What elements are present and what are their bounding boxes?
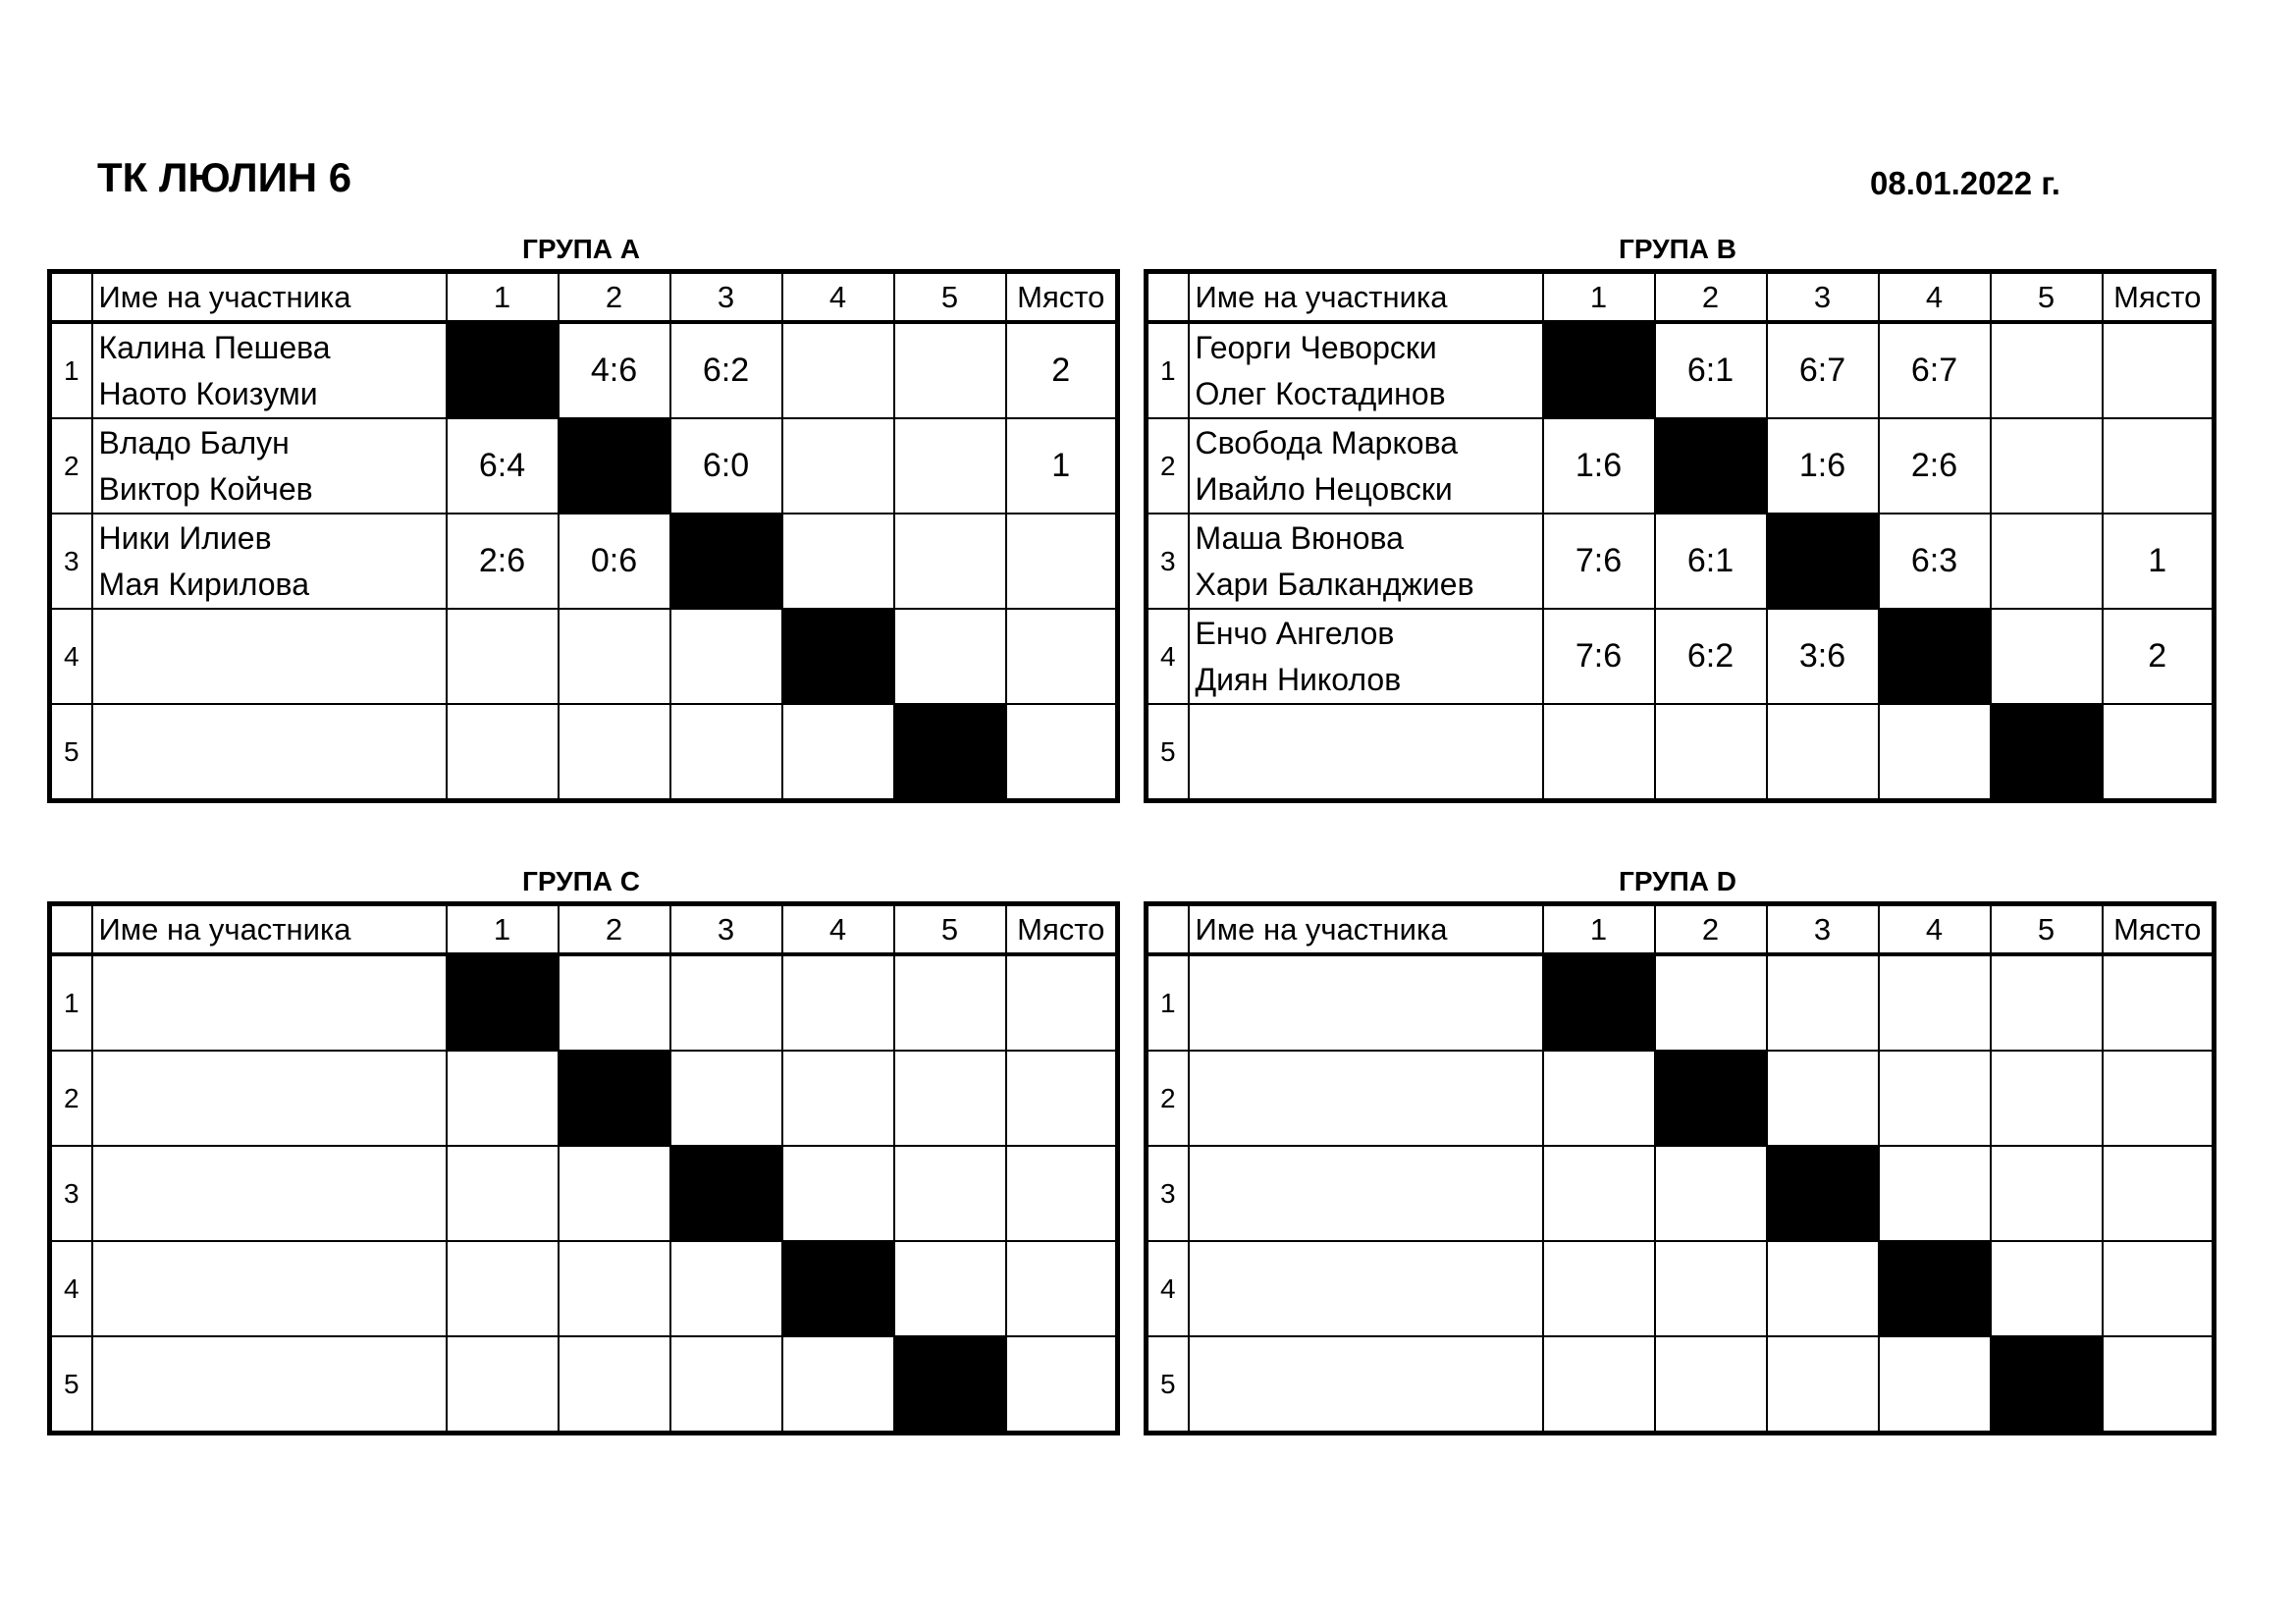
header-row — [50, 904, 1118, 955]
row-number: 5 — [1147, 704, 1189, 801]
page-title: ТК ЛЮЛИН 6 — [97, 154, 352, 200]
participant-names — [1189, 609, 1543, 704]
blocked-cell — [670, 1146, 782, 1241]
score-cell: 1:6 — [1767, 418, 1879, 514]
score-cell — [782, 418, 894, 514]
round-header: 2 — [559, 904, 670, 955]
place-cell — [2103, 1146, 2215, 1241]
participant-name-header: Име на участника — [1189, 904, 1543, 955]
place-cell — [2103, 954, 2215, 1051]
corner-cell — [1147, 272, 1189, 323]
place-cell — [1006, 514, 1118, 609]
row-number: 4 — [1147, 1241, 1189, 1336]
place-cell — [1006, 1146, 1118, 1241]
place-header: Място — [2103, 272, 2215, 323]
score-cell — [1543, 1336, 1655, 1434]
score-cell: 6:0 — [670, 418, 782, 514]
round-header: 3 — [1767, 272, 1879, 323]
score-cell — [1991, 514, 2103, 609]
score-cell — [1655, 704, 1767, 801]
score-cell — [894, 1241, 1006, 1336]
header-row — [50, 272, 1118, 323]
participant-names — [92, 514, 447, 609]
place-header: Място — [1006, 904, 1118, 955]
blocked-cell — [1767, 514, 1879, 609]
table-row — [50, 418, 1118, 514]
blocked-cell — [559, 1051, 670, 1146]
round-header: 2 — [1655, 272, 1767, 323]
score-cell: 6:2 — [1655, 609, 1767, 704]
participant-names — [1189, 1241, 1543, 1336]
participant-names — [92, 418, 447, 514]
table-row — [1147, 1051, 2215, 1146]
place-cell — [1006, 609, 1118, 704]
table-row — [1147, 1146, 2215, 1241]
row-number: 3 — [1147, 1146, 1189, 1241]
blocked-cell — [1655, 418, 1767, 514]
row-number: 2 — [1147, 1051, 1189, 1146]
participant-names — [1189, 322, 1543, 418]
table-row — [50, 1051, 1118, 1146]
blocked-cell — [670, 514, 782, 609]
participant-names — [1189, 1336, 1543, 1434]
score-cell: 6:3 — [1879, 514, 1991, 609]
participant-names — [1189, 418, 1543, 514]
table-row — [1147, 609, 2215, 704]
score-cell: 4:6 — [559, 322, 670, 418]
table-row — [1147, 418, 2215, 514]
place-cell — [1006, 1336, 1118, 1434]
place-cell — [2103, 1241, 2215, 1336]
round-header: 2 — [559, 272, 670, 323]
score-cell — [559, 1336, 670, 1434]
score-cell: 6:7 — [1767, 322, 1879, 418]
round-header: 3 — [1767, 904, 1879, 955]
blocked-cell — [1543, 322, 1655, 418]
place-cell — [2103, 1336, 2215, 1434]
row-number: 1 — [1147, 954, 1189, 1051]
participant-name: Ивайло Нецовски — [1195, 470, 1453, 507]
corner-cell — [50, 904, 92, 955]
score-cell — [1991, 1241, 2103, 1336]
score-cell — [1767, 1051, 1879, 1146]
place-header: Място — [1006, 272, 1118, 323]
score-cell — [670, 1241, 782, 1336]
score-cell — [1879, 1051, 1991, 1146]
blocked-cell — [559, 418, 670, 514]
blocked-cell — [1991, 704, 2103, 801]
round-header: 2 — [1655, 904, 1767, 955]
score-cell: 6:1 — [1655, 322, 1767, 418]
row-number: 5 — [50, 1336, 92, 1434]
score-cell — [782, 954, 894, 1051]
score-cell — [782, 514, 894, 609]
participant-name-header: Име на участника — [1189, 272, 1543, 323]
score-cell — [1879, 1336, 1991, 1434]
table-row — [1147, 322, 2215, 418]
row-number: 4 — [1147, 609, 1189, 704]
blocked-cell — [447, 322, 559, 418]
participant-names — [92, 1146, 447, 1241]
blocked-cell — [1991, 1336, 2103, 1434]
score-cell — [894, 609, 1006, 704]
table-row — [50, 514, 1118, 609]
event-date: 08.01.2022 г. — [1870, 165, 2060, 201]
participant-name: Маша Вюнова — [1195, 519, 1404, 556]
place-cell — [2103, 322, 2215, 418]
round-header: 4 — [782, 904, 894, 955]
participant-names — [1189, 1051, 1543, 1146]
participant-names — [92, 1241, 447, 1336]
blocked-cell — [782, 1241, 894, 1336]
score-cell — [670, 1336, 782, 1434]
table-row — [1147, 1241, 2215, 1336]
round-header: 5 — [894, 904, 1006, 955]
score-cell — [1991, 1051, 2103, 1146]
score-cell — [1543, 704, 1655, 801]
table-row — [1147, 954, 2215, 1051]
score-cell — [447, 1241, 559, 1336]
score-cell — [782, 1336, 894, 1434]
blocked-cell — [447, 954, 559, 1051]
participant-names — [1189, 704, 1543, 801]
participant-names — [92, 322, 447, 418]
score-cell: 3:6 — [1767, 609, 1879, 704]
place-cell — [1006, 1051, 1118, 1146]
score-cell — [1991, 954, 2103, 1051]
participant-name: Наото Коизуми — [98, 375, 318, 411]
group-table — [1144, 269, 2216, 803]
table-row — [50, 609, 1118, 704]
participant-name: Мая Кирилова — [98, 566, 309, 602]
score-cell — [559, 609, 670, 704]
score-cell — [559, 954, 670, 1051]
group-label: ГРУПА А — [522, 234, 640, 264]
place-cell — [2103, 704, 2215, 801]
score-cell — [447, 1051, 559, 1146]
score-cell — [559, 1241, 670, 1336]
score-cell — [894, 322, 1006, 418]
score-cell — [1991, 1146, 2103, 1241]
score-cell — [1991, 609, 2103, 704]
score-cell — [559, 704, 670, 801]
blocked-cell — [782, 609, 894, 704]
table-row — [1147, 1336, 2215, 1434]
score-cell — [1991, 322, 2103, 418]
place-cell — [1006, 954, 1118, 1051]
participant-names — [92, 704, 447, 801]
score-cell — [782, 1051, 894, 1146]
blocked-cell — [1879, 609, 1991, 704]
group-table — [1144, 901, 2216, 1435]
round-header: 5 — [894, 272, 1006, 323]
row-number: 5 — [50, 704, 92, 801]
round-header: 3 — [670, 272, 782, 323]
score-cell — [1655, 1241, 1767, 1336]
place-cell — [1006, 1241, 1118, 1336]
participant-name: Диян Николов — [1195, 661, 1402, 697]
row-number: 3 — [1147, 514, 1189, 609]
participant-name: Владо Балун — [98, 424, 290, 460]
group-label: ГРУПА С — [522, 866, 640, 896]
table-row — [1147, 514, 2215, 609]
score-cell — [1655, 1146, 1767, 1241]
blocked-cell — [1767, 1146, 1879, 1241]
score-cell — [1655, 1336, 1767, 1434]
participant-name-header: Име на участника — [92, 272, 447, 323]
score-cell — [894, 1051, 1006, 1146]
participant-names — [1189, 954, 1543, 1051]
group-label: ГРУПА D — [1619, 866, 1736, 896]
score-cell: 7:6 — [1543, 514, 1655, 609]
score-cell — [1767, 704, 1879, 801]
blocked-cell — [1655, 1051, 1767, 1146]
row-number: 2 — [50, 418, 92, 514]
round-header: 1 — [447, 904, 559, 955]
table-row — [50, 1241, 1118, 1336]
row-number: 2 — [50, 1051, 92, 1146]
score-cell — [1543, 1146, 1655, 1241]
score-cell — [1543, 1051, 1655, 1146]
place-cell: 1 — [1006, 418, 1118, 514]
row-number: 3 — [50, 514, 92, 609]
score-cell — [447, 1146, 559, 1241]
table-row — [1147, 704, 2215, 801]
place-cell: 2 — [1006, 322, 1118, 418]
score-cell — [670, 954, 782, 1051]
table-row — [50, 704, 1118, 801]
score-cell — [894, 1146, 1006, 1241]
round-header: 5 — [1991, 272, 2103, 323]
participant-names — [1189, 514, 1543, 609]
participant-name-header: Име на участника — [92, 904, 447, 955]
corner-cell — [50, 272, 92, 323]
row-number: 4 — [50, 609, 92, 704]
score-cell — [447, 704, 559, 801]
round-header: 5 — [1991, 904, 2103, 955]
score-cell — [559, 1146, 670, 1241]
score-cell — [1879, 1146, 1991, 1241]
score-cell — [1879, 704, 1991, 801]
row-number: 2 — [1147, 418, 1189, 514]
place-cell — [2103, 1051, 2215, 1146]
blocked-cell — [1879, 1241, 1991, 1336]
participant-names — [92, 609, 447, 704]
round-header: 1 — [1543, 904, 1655, 955]
score-cell: 6:2 — [670, 322, 782, 418]
score-cell — [1991, 418, 2103, 514]
blocked-cell — [1543, 954, 1655, 1051]
round-header: 3 — [670, 904, 782, 955]
round-header: 4 — [1879, 904, 1991, 955]
score-cell — [670, 704, 782, 801]
score-cell: 6:7 — [1879, 322, 1991, 418]
score-cell — [894, 954, 1006, 1051]
group-label: ГРУПА В — [1619, 234, 1736, 264]
row-number: 1 — [50, 322, 92, 418]
table-row — [50, 1146, 1118, 1241]
score-cell — [1767, 1241, 1879, 1336]
score-cell — [782, 1146, 894, 1241]
group-table — [47, 269, 1120, 803]
row-number: 1 — [1147, 322, 1189, 418]
place-cell — [2103, 418, 2215, 514]
participant-names — [92, 1336, 447, 1434]
score-cell: 6:4 — [447, 418, 559, 514]
score-cell — [670, 609, 782, 704]
score-cell — [1543, 1241, 1655, 1336]
row-number: 1 — [50, 954, 92, 1051]
score-cell: 1:6 — [1543, 418, 1655, 514]
round-header: 4 — [782, 272, 894, 323]
score-cell — [894, 418, 1006, 514]
score-cell: 2:6 — [447, 514, 559, 609]
table-row — [50, 1336, 1118, 1434]
place-header: Място — [2103, 904, 2215, 955]
place-cell: 2 — [2103, 609, 2215, 704]
participant-name: Георги Чеворски — [1195, 329, 1437, 365]
participant-name: Свобода Маркова — [1195, 424, 1459, 460]
score-cell — [670, 1051, 782, 1146]
table-row — [50, 322, 1118, 418]
participant-names — [1189, 1146, 1543, 1241]
score-cell — [1767, 1336, 1879, 1434]
round-header: 1 — [447, 272, 559, 323]
score-cell: 6:1 — [1655, 514, 1767, 609]
group-table — [47, 901, 1120, 1435]
score-cell — [1655, 954, 1767, 1051]
participant-names — [92, 954, 447, 1051]
score-cell: 7:6 — [1543, 609, 1655, 704]
row-number: 4 — [50, 1241, 92, 1336]
score-cell: 2:6 — [1879, 418, 1991, 514]
row-number: 5 — [1147, 1336, 1189, 1434]
round-header: 4 — [1879, 272, 1991, 323]
participant-names — [92, 1051, 447, 1146]
score-cell — [447, 609, 559, 704]
participant-name: Олег Костадинов — [1195, 375, 1446, 411]
score-cell — [1879, 954, 1991, 1051]
header-row — [1147, 904, 2215, 955]
score-cell — [782, 704, 894, 801]
row-number: 3 — [50, 1146, 92, 1241]
header-row — [1147, 272, 2215, 323]
blocked-cell — [894, 704, 1006, 801]
score-cell — [1767, 954, 1879, 1051]
table-row — [50, 954, 1118, 1051]
round-header: 1 — [1543, 272, 1655, 323]
participant-name: Калина Пешева — [98, 329, 331, 365]
score-cell — [782, 322, 894, 418]
blocked-cell — [894, 1336, 1006, 1434]
score-cell — [894, 514, 1006, 609]
place-cell: 1 — [2103, 514, 2215, 609]
participant-name: Ники Илиев — [98, 519, 272, 556]
score-cell: 0:6 — [559, 514, 670, 609]
participant-name: Енчо Ангелов — [1195, 615, 1395, 651]
participant-name: Хари Балканджиев — [1195, 566, 1474, 602]
score-cell — [447, 1336, 559, 1434]
participant-name: Виктор Койчев — [98, 470, 313, 507]
corner-cell — [1147, 904, 1189, 955]
place-cell — [1006, 704, 1118, 801]
